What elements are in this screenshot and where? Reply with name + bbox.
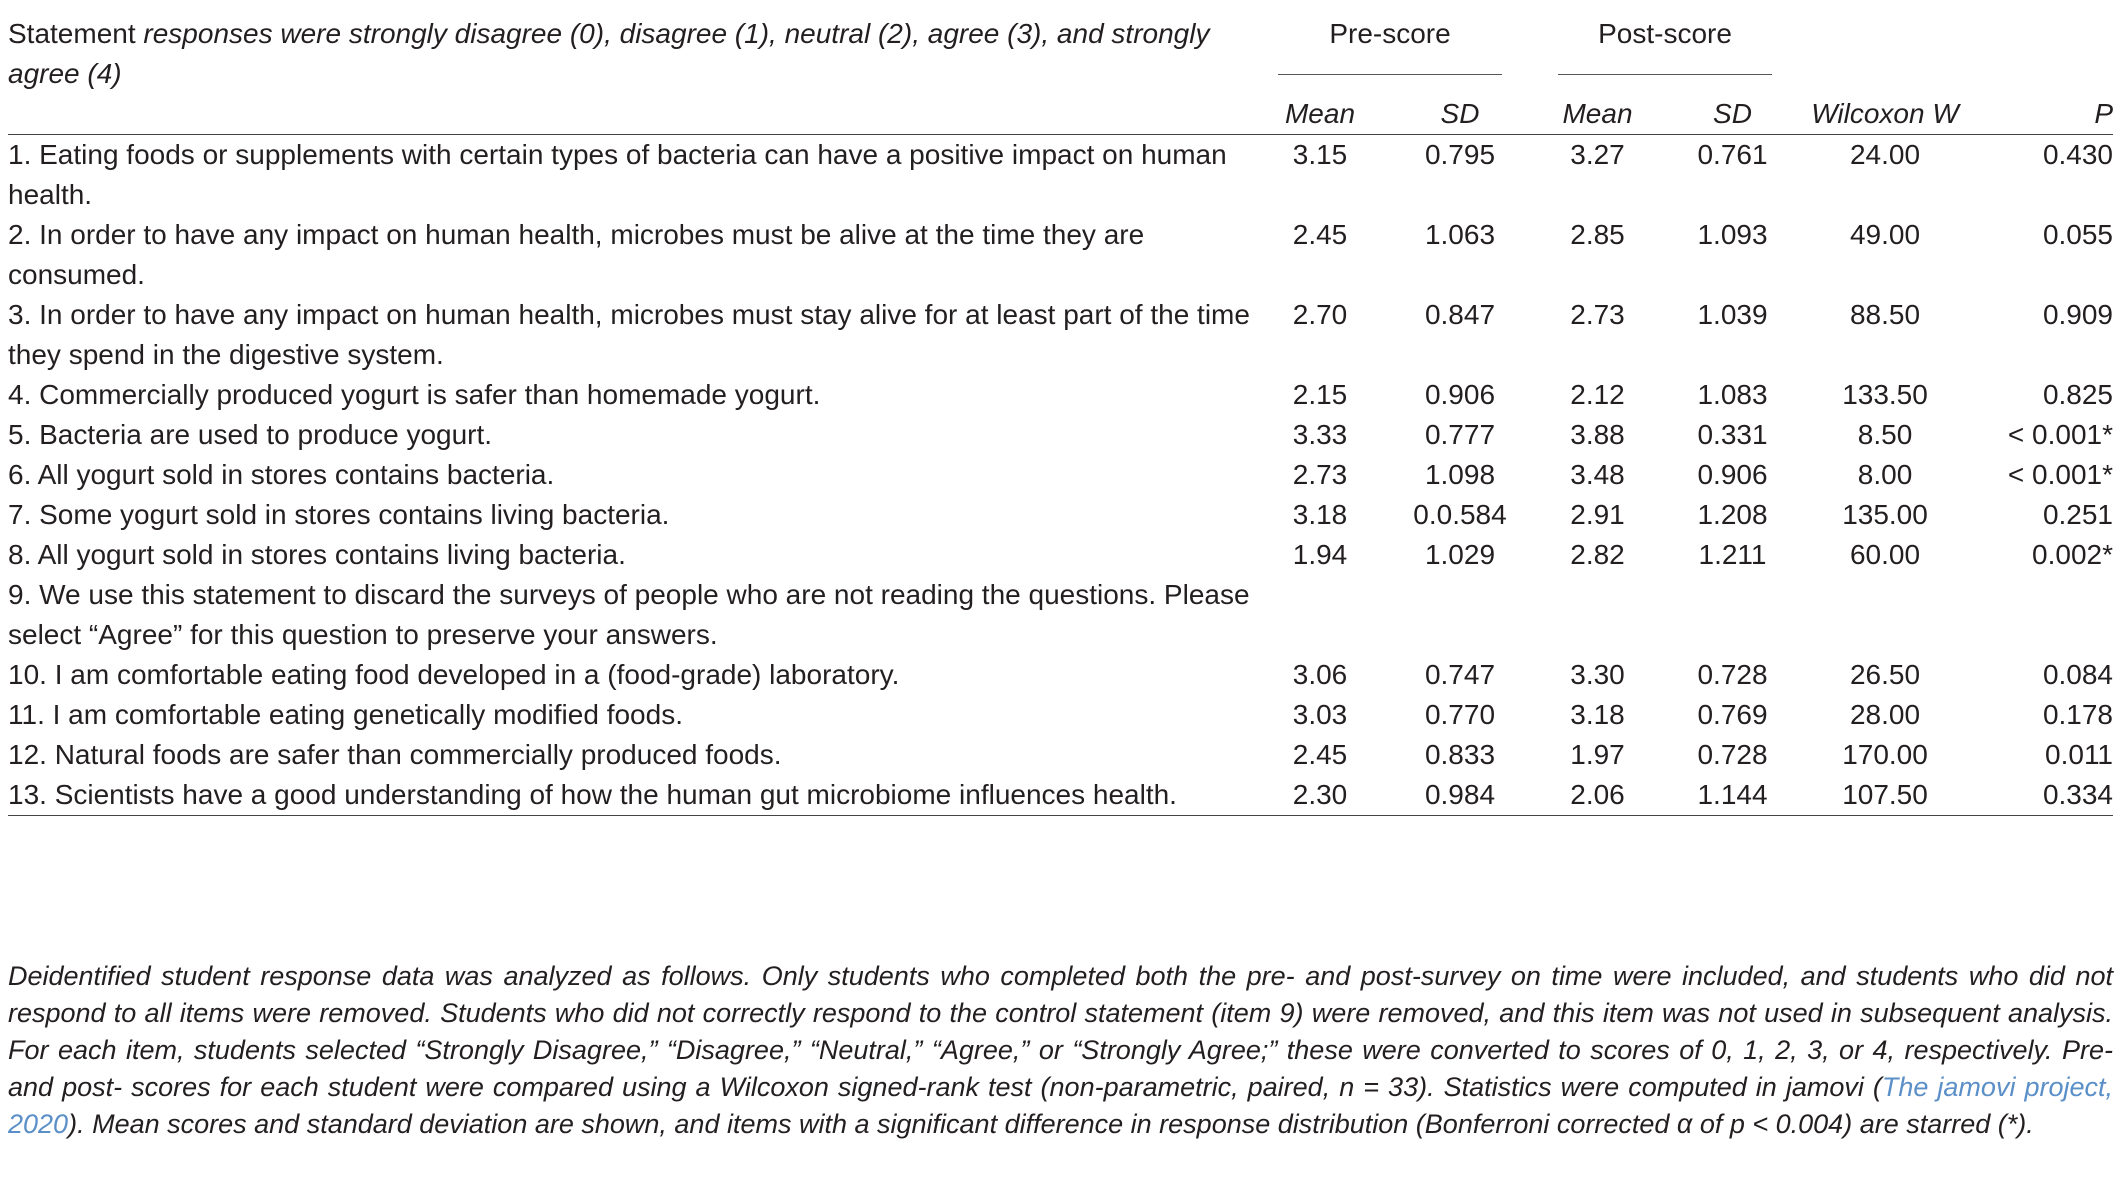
pre-mean-cell: 3.15 (1292, 139, 1348, 170)
wilcoxon-w-cell: 8.50 (1857, 419, 1913, 450)
p-value-cell: 0.055 (2042, 219, 2114, 250)
table-row (8, 535, 2113, 575)
pre-score-rule (1278, 74, 1502, 75)
post-mean-cell (1530, 575, 1665, 655)
pre-sd-cell: 0.777 (1424, 419, 1496, 450)
pre-mean-cell: 2.73 (1292, 459, 1348, 490)
wilcoxon-w-cell: 135.00 (1842, 499, 1928, 530)
post-sd-cell: 0.331 (1697, 419, 1768, 450)
statement-cell: 6. All yogurt sold in stores contains bacteria. (8, 459, 555, 490)
post-mean-header: Mean (1530, 94, 1665, 135)
post-mean-cell: 3.30 (1570, 659, 1625, 690)
statement-cell: 7. Some yogurt sold in stores contains living bacteria. (8, 499, 670, 530)
table-footnote: Deidentified student response data was analyzed as follows. Only students who completed both the pre- and post-survey on time were included, and students who did not respond to all items were removed. Students who did not correctly respond to the control statement (item 9) were removed, and this item was not used in subsequent analysis. For each item, students selected “Strongly Disagree,” “Disagree,” “Neutral,” “Agree,” or “Strongly Agree;” these were converted to scores of 0, 1, 2, 3, or 4, respectively. Pre- and post- scores for each student were compared using a Wilcoxon signed-rank test (non-parametric, paired, n = 33). Statistics were computed in jamovi (The jamovi project, 2020). Mean scores and standard deviation are shown, and items with a significant difference in response distribution (Bonferroni corrected α of p < 0.004) are starred (*). (8, 961, 2114, 1139)
wilcoxon-w-header: Wilcoxon W (1800, 94, 1970, 135)
pre-sd-header: SD (1390, 94, 1530, 135)
pre-mean-cell: 1.94 (1292, 539, 1348, 570)
table-body (8, 135, 2113, 816)
post-sd-cell: 0.728 (1697, 659, 1768, 690)
pre-sd-cell: 1.098 (1424, 459, 1496, 490)
post-sd-cell: 1.144 (1665, 775, 1800, 816)
p-value-cell: < 0.001* (2007, 459, 2114, 490)
table-row (8, 495, 2113, 535)
table-row (8, 775, 2113, 816)
table-row (8, 455, 2113, 495)
statement-cell: 13. Scientists have a good understanding of how the human gut microbiome influences health. (8, 775, 1250, 816)
statement-cell: 10. I am comfortable eating food developed in a (food-grade) laboratory. (8, 659, 900, 690)
statement-cell: 9. We use this statement to discard the surveys of people who are not reading the questions. Please select “Agree” for this question to preserve your answers. (8, 579, 1250, 650)
p-value-cell: 0.084 (2042, 659, 2114, 690)
post-mean-cell: 3.18 (1570, 699, 1625, 730)
pre-mean-cell: 2.45 (1292, 739, 1348, 770)
post-mean-cell: 1.97 (1570, 739, 1625, 770)
table-row (8, 135, 2113, 216)
table-row (8, 655, 2113, 695)
pre-mean-cell: 2.30 (1250, 775, 1390, 816)
p-value-cell: 0.334 (1970, 775, 2113, 816)
wilcoxon-w-cell: 60.00 (1849, 539, 1921, 570)
post-sd-cell: 0.761 (1697, 139, 1768, 170)
statement-cell: 8. All yogurt sold in stores contains living bacteria. (8, 539, 626, 570)
post-sd-cell: 0.906 (1697, 459, 1768, 490)
wilcoxon-w-cell: 28.00 (1849, 699, 1921, 730)
p-value-cell: 0.825 (2042, 379, 2114, 410)
post-sd-cell (1665, 575, 1800, 655)
p-value-cell: 0.909 (2042, 299, 2114, 330)
table-header (8, 14, 2113, 135)
post-sd-cell: 0.728 (1697, 739, 1768, 770)
p-value-cell (1970, 575, 2113, 655)
pre-sd-cell: 0.847 (1424, 299, 1496, 330)
pre-mean-cell: 2.15 (1292, 379, 1348, 410)
post-mean-cell: 2.85 (1570, 219, 1625, 250)
post-mean-cell: 2.73 (1570, 299, 1625, 330)
table-row (8, 575, 2113, 655)
pre-mean-cell: 2.45 (1292, 219, 1348, 250)
wilcoxon-w-cell: 133.50 (1842, 379, 1928, 410)
wilcoxon-w-cell: 8.00 (1857, 459, 1913, 490)
pre-sd-cell: 1.063 (1424, 219, 1496, 250)
table-row (8, 735, 2113, 775)
statement-cell: 5. Bacteria are used to produce yogurt. (8, 419, 493, 450)
post-sd-cell: 1.211 (1698, 539, 1767, 570)
table-row (8, 695, 2113, 735)
pre-sd-cell: 0.0.584 (1413, 499, 1507, 530)
statement-cell: 4. Commercially produced yogurt is safer than homemade yogurt. (8, 379, 821, 410)
statement-subheader-empty (8, 94, 1250, 135)
post-score-rule (1558, 74, 1772, 75)
wilcoxon-w-cell: 170.00 (1842, 739, 1928, 770)
results-table (8, 14, 2113, 816)
wilcoxon-w-cell (1800, 575, 1970, 655)
p-value-cell: 0.178 (2042, 699, 2114, 730)
statement-cell: 11. I am comfortable eating genetically modified foods. (8, 699, 683, 730)
post-sd-cell: 1.208 (1697, 499, 1768, 530)
p-value-header: P (1970, 94, 2113, 135)
p-value-cell: 0.002* (2032, 539, 2114, 570)
pre-mean-cell: 2.70 (1292, 299, 1348, 330)
pre-sd-cell: 1.029 (1424, 539, 1496, 570)
post-sd-header: SD (1665, 94, 1800, 135)
pre-mean-cell: 3.06 (1292, 659, 1348, 690)
wilcoxon-w-cell: 88.50 (1849, 299, 1921, 330)
wilcoxon-w-cell: 107.50 (1800, 775, 1970, 816)
pre-score-group-header: Pre-score (1250, 14, 1530, 94)
table-row (8, 375, 2113, 415)
statement-cell: 2. In order to have any impact on human health, microbes must be alive at the time they are consumed. (8, 219, 1145, 290)
wilcoxon-w-cell: 26.50 (1849, 659, 1921, 690)
post-mean-cell: 2.82 (1570, 539, 1625, 570)
statement-column-header: Statement responses were strongly disagree (0), disagree (1), neutral (2), agree (3), and strongly agree (4) (8, 18, 1210, 89)
pre-mean-cell: 3.33 (1292, 419, 1348, 450)
pre-sd-cell: 0.795 (1424, 139, 1496, 170)
post-mean-cell: 2.12 (1570, 379, 1625, 410)
wilcoxon-w-cell: 49.00 (1849, 219, 1921, 250)
table-row (8, 295, 2113, 375)
table-row (8, 415, 2113, 455)
pre-mean-cell (1250, 575, 1390, 655)
pre-mean-cell: 3.03 (1292, 699, 1348, 730)
statement-cell: 12. Natural foods are safer than commercially produced foods. (8, 739, 782, 770)
table-row (8, 215, 2113, 295)
pre-sd-cell (1390, 575, 1530, 655)
post-mean-cell: 3.48 (1570, 459, 1625, 490)
pre-sd-cell: 0.770 (1424, 699, 1496, 730)
pre-sd-cell: 0.984 (1390, 775, 1530, 816)
post-mean-cell: 2.91 (1570, 499, 1625, 530)
pre-mean-header: Mean (1250, 94, 1390, 135)
post-sd-cell: 1.083 (1697, 379, 1768, 410)
pre-mean-cell: 3.18 (1292, 499, 1348, 530)
post-sd-cell: 1.039 (1697, 299, 1768, 330)
pre-sd-cell: 0.833 (1424, 739, 1496, 770)
p-value-cell: 0.251 (2042, 499, 2114, 530)
p-value-cell: 0.011 (2045, 739, 2114, 770)
post-mean-cell: 3.88 (1570, 419, 1625, 450)
pre-sd-cell: 0.747 (1424, 659, 1496, 690)
wilcoxon-w-cell: 24.00 (1849, 139, 1921, 170)
post-sd-cell: 0.769 (1697, 699, 1768, 730)
post-mean-cell: 3.27 (1570, 139, 1625, 170)
pre-sd-cell: 0.906 (1424, 379, 1496, 410)
post-score-group-header: Post-score (1530, 14, 1800, 94)
post-sd-cell: 1.093 (1697, 219, 1768, 250)
p-value-cell: 0.430 (2042, 139, 2114, 170)
statement-cell: 3. In order to have any impact on human health, microbes must stay alive for at least part of the time they spend in the digestive system. (8, 299, 1250, 370)
citation-link[interactable]: The jamovi project, 2020 (8, 1072, 2114, 1139)
post-mean-cell: 2.06 (1530, 775, 1665, 816)
p-value-cell: < 0.001* (2007, 419, 2114, 450)
statement-cell: 1. Eating foods or supplements with certain types of bacteria can have a positive impact on human health. (8, 139, 1227, 210)
